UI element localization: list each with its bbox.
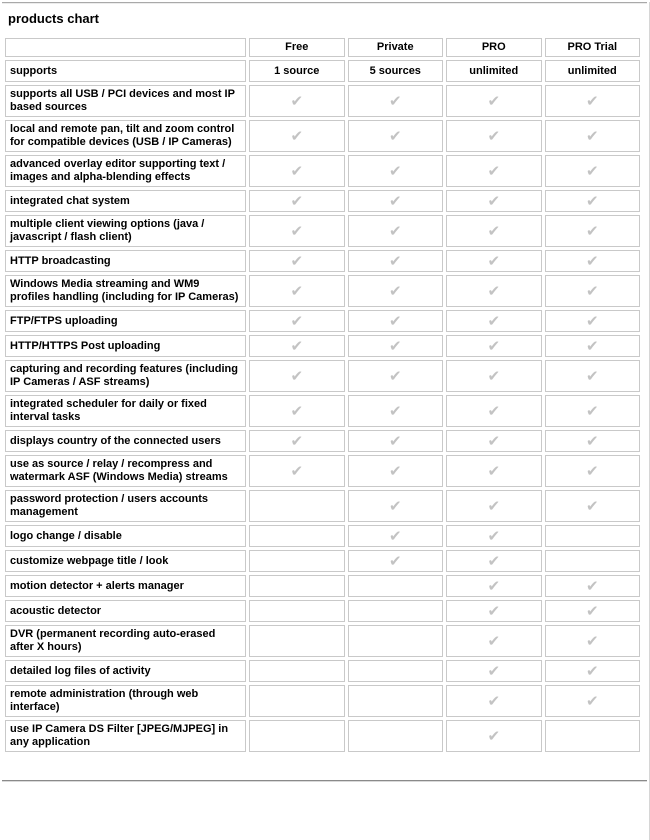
feature-cell-checked	[446, 525, 542, 547]
feature-cell-checked	[545, 250, 641, 272]
check-icon: ✔	[585, 221, 599, 240]
check-icon: ✔	[585, 366, 599, 385]
feature-cell-empty	[249, 575, 345, 597]
feature-cell-empty	[249, 550, 345, 572]
check-icon: ✔	[487, 191, 501, 210]
column-header: Private	[348, 38, 444, 57]
feature-cell-checked	[545, 190, 641, 212]
check-icon: ✔	[585, 661, 599, 680]
feature-cell-empty	[545, 720, 641, 752]
feature-cell-checked	[446, 215, 542, 247]
table-row	[5, 455, 640, 487]
feature-cell-checked	[545, 685, 641, 717]
feature-cell-empty	[249, 660, 345, 682]
table-row	[5, 685, 640, 717]
feature-label: supports	[5, 60, 246, 82]
feature-cell-checked	[348, 335, 444, 357]
feature-cell-checked	[545, 490, 641, 522]
check-icon: ✔	[585, 251, 599, 270]
feature-label: motion detector + alerts manager	[5, 575, 246, 597]
check-icon: ✔	[388, 551, 402, 570]
feature-cell-checked	[348, 430, 444, 452]
feature-cell-checked	[545, 215, 641, 247]
check-icon: ✔	[585, 496, 599, 515]
feature-label: detailed log files of activity	[5, 660, 246, 682]
feature-cell-checked	[249, 430, 345, 452]
feature-cell-empty	[249, 720, 345, 752]
feature-cell-checked	[446, 625, 542, 657]
feature-cell-checked	[348, 120, 444, 152]
feature-cell-empty	[249, 625, 345, 657]
feature-cell-checked	[545, 360, 641, 392]
check-icon: ✔	[388, 221, 402, 240]
column-header: PRO Trial	[545, 38, 641, 57]
page	[0, 2, 650, 840]
feature-cell-empty	[249, 685, 345, 717]
check-icon: ✔	[585, 311, 599, 330]
check-icon: ✔	[388, 336, 402, 355]
feature-cell-empty	[545, 550, 641, 572]
feature-cell-checked	[446, 120, 542, 152]
feature-cell-checked	[446, 685, 542, 717]
table-row	[5, 85, 640, 117]
feature-cell-checked	[545, 120, 641, 152]
feature-cell-empty	[348, 600, 444, 622]
check-icon: ✔	[290, 401, 304, 420]
feature-cell-empty	[348, 575, 444, 597]
column-header: PRO	[446, 38, 542, 57]
check-icon: ✔	[290, 461, 304, 480]
feature-cell-checked	[348, 310, 444, 332]
table-row	[5, 215, 640, 247]
feature-cell-checked	[545, 395, 641, 427]
feature-cell-checked	[545, 575, 641, 597]
table-row	[5, 550, 640, 572]
check-icon: ✔	[585, 631, 599, 650]
check-icon: ✔	[585, 691, 599, 710]
check-icon: ✔	[290, 311, 304, 330]
column-header: Free	[249, 38, 345, 57]
feature-label: integrated chat system	[5, 190, 246, 212]
check-icon: ✔	[487, 161, 501, 180]
feature-cell-checked	[446, 155, 542, 187]
check-icon: ✔	[388, 431, 402, 450]
check-icon: ✔	[388, 496, 402, 515]
check-icon: ✔	[487, 401, 501, 420]
feature-cell-empty	[249, 600, 345, 622]
check-icon: ✔	[585, 576, 599, 595]
check-icon: ✔	[585, 161, 599, 180]
check-icon: ✔	[585, 191, 599, 210]
feature-cell-checked	[446, 660, 542, 682]
feature-cell-checked	[348, 550, 444, 572]
feature-cell-checked	[545, 310, 641, 332]
check-icon: ✔	[487, 691, 501, 710]
feature-cell-empty	[348, 625, 444, 657]
check-icon: ✔	[388, 251, 402, 270]
top-rule	[2, 2, 647, 4]
check-icon: ✔	[487, 336, 501, 355]
feature-cell-empty	[249, 525, 345, 547]
feature-cell-checked	[249, 275, 345, 307]
table-row	[5, 310, 640, 332]
table-row	[5, 490, 640, 522]
check-icon: ✔	[487, 366, 501, 385]
feature-label: displays country of the connected users	[5, 430, 246, 452]
check-icon: ✔	[487, 431, 501, 450]
feature-label: integrated scheduler for daily or fixed interval tasks	[5, 395, 246, 427]
feature-cell-checked	[446, 600, 542, 622]
feature-cell-checked	[446, 550, 542, 572]
feature-cell-checked	[249, 360, 345, 392]
feature-cell-checked	[348, 250, 444, 272]
feature-cell-checked	[545, 430, 641, 452]
check-icon: ✔	[585, 401, 599, 420]
feature-cell-text: 5 sources	[348, 60, 444, 82]
check-icon: ✔	[290, 251, 304, 270]
feature-cell-checked	[348, 155, 444, 187]
header-row	[5, 38, 640, 57]
feature-cell-checked	[545, 155, 641, 187]
feature-label: customize webpage title / look	[5, 550, 246, 572]
feature-cell-checked	[446, 360, 542, 392]
check-icon: ✔	[487, 251, 501, 270]
check-icon: ✔	[290, 91, 304, 110]
check-icon: ✔	[388, 191, 402, 210]
feature-cell-checked	[446, 430, 542, 452]
table-row	[5, 120, 640, 152]
table-row	[5, 275, 640, 307]
table-row	[5, 395, 640, 427]
check-icon: ✔	[290, 126, 304, 145]
feature-label: supports all USB / PCI devices and most IP based sources	[5, 85, 246, 117]
table-row	[5, 660, 640, 682]
check-icon: ✔	[388, 526, 402, 545]
bottom-rule	[2, 780, 647, 782]
feature-label: local and remote pan, tilt and zoom control for compatible devices (USB / IP Cameras)	[5, 120, 246, 152]
feature-cell-checked	[348, 360, 444, 392]
feature-cell-empty	[348, 720, 444, 752]
feature-label: Windows Media streaming and WM9 profiles handling (including for IP Cameras)	[5, 275, 246, 307]
check-icon: ✔	[290, 431, 304, 450]
check-icon: ✔	[388, 126, 402, 145]
table-row	[5, 575, 640, 597]
feature-cell-text: 1 source	[249, 60, 345, 82]
feature-label: multiple client viewing options (java / javascript / flash client)	[5, 215, 246, 247]
check-icon: ✔	[290, 161, 304, 180]
check-icon: ✔	[487, 551, 501, 570]
check-icon: ✔	[388, 461, 402, 480]
table-row	[5, 625, 640, 657]
table-row	[5, 720, 640, 752]
table-row	[5, 360, 640, 392]
check-icon: ✔	[388, 401, 402, 420]
check-icon: ✔	[290, 281, 304, 300]
check-icon: ✔	[585, 91, 599, 110]
feature-label: use IP Camera DS Filter [JPEG/MJPEG] in any application	[5, 720, 246, 752]
feature-label: HTTP/HTTPS Post uploading	[5, 335, 246, 357]
feature-cell-checked	[348, 215, 444, 247]
feature-cell-empty	[249, 490, 345, 522]
feature-cell-checked	[249, 395, 345, 427]
feature-label: DVR (permanent recording auto-erased after X hours)	[5, 625, 246, 657]
feature-cell-checked	[348, 275, 444, 307]
check-icon: ✔	[487, 221, 501, 240]
check-icon: ✔	[487, 661, 501, 680]
feature-cell-checked	[446, 85, 542, 117]
feature-cell-checked	[545, 600, 641, 622]
feature-cell-empty	[545, 525, 641, 547]
table-row	[5, 335, 640, 357]
feature-cell-checked	[249, 335, 345, 357]
check-icon: ✔	[388, 91, 402, 110]
feature-cell-text: unlimited	[545, 60, 641, 82]
check-icon: ✔	[487, 496, 501, 515]
feature-label: acoustic detector	[5, 600, 246, 622]
page-title: products chart	[8, 11, 100, 26]
check-icon: ✔	[585, 431, 599, 450]
feature-label: use as source / relay / recompress and watermark ASF (Windows Media) streams	[5, 455, 246, 487]
feature-label: advanced overlay editor supporting text / images and alpha-blending effects	[5, 155, 246, 187]
feature-cell-checked	[446, 310, 542, 332]
check-icon: ✔	[585, 281, 599, 300]
feature-cell-checked	[249, 190, 345, 212]
feature-cell-checked	[446, 190, 542, 212]
feature-cell-checked	[249, 310, 345, 332]
check-icon: ✔	[585, 336, 599, 355]
check-icon: ✔	[388, 366, 402, 385]
feature-cell-checked	[545, 85, 641, 117]
table-row	[5, 525, 640, 547]
check-icon: ✔	[487, 126, 501, 145]
check-icon: ✔	[487, 576, 501, 595]
table-row	[5, 600, 640, 622]
check-icon: ✔	[290, 221, 304, 240]
check-icon: ✔	[487, 726, 501, 745]
table-row	[5, 430, 640, 452]
table-corner-cell	[5, 38, 246, 57]
feature-cell-checked	[446, 455, 542, 487]
check-icon: ✔	[487, 311, 501, 330]
products-table	[2, 35, 643, 755]
feature-cell-checked	[545, 335, 641, 357]
table-row	[5, 190, 640, 212]
feature-cell-checked	[545, 660, 641, 682]
feature-cell-checked	[249, 455, 345, 487]
table-row	[5, 250, 640, 272]
table-row	[5, 155, 640, 187]
check-icon: ✔	[290, 191, 304, 210]
feature-cell-empty	[348, 660, 444, 682]
feature-cell-checked	[446, 720, 542, 752]
feature-cell-checked	[446, 275, 542, 307]
feature-cell-checked	[446, 490, 542, 522]
feature-cell-checked	[249, 120, 345, 152]
feature-label: FTP/FTPS uploading	[5, 310, 246, 332]
feature-cell-checked	[545, 625, 641, 657]
feature-label: HTTP broadcasting	[5, 250, 246, 272]
feature-cell-checked	[249, 215, 345, 247]
feature-cell-checked	[348, 490, 444, 522]
feature-cell-checked	[446, 335, 542, 357]
feature-cell-text: unlimited	[446, 60, 542, 82]
feature-cell-checked	[348, 455, 444, 487]
check-icon: ✔	[585, 461, 599, 480]
feature-cell-checked	[446, 575, 542, 597]
feature-cell-checked	[348, 85, 444, 117]
feature-cell-checked	[348, 190, 444, 212]
check-icon: ✔	[487, 526, 501, 545]
feature-cell-checked	[249, 85, 345, 117]
check-icon: ✔	[585, 601, 599, 620]
feature-label: logo change / disable	[5, 525, 246, 547]
check-icon: ✔	[487, 461, 501, 480]
check-icon: ✔	[487, 91, 501, 110]
feature-cell-empty	[348, 685, 444, 717]
check-icon: ✔	[585, 126, 599, 145]
feature-cell-checked	[545, 455, 641, 487]
check-icon: ✔	[487, 281, 501, 300]
feature-label: remote administration (through web interface)	[5, 685, 246, 717]
feature-cell-checked	[249, 250, 345, 272]
check-icon: ✔	[290, 366, 304, 385]
feature-cell-checked	[348, 525, 444, 547]
feature-cell-checked	[446, 250, 542, 272]
feature-label: password protection / users accounts management	[5, 490, 246, 522]
check-icon: ✔	[290, 336, 304, 355]
feature-cell-checked	[446, 395, 542, 427]
feature-label: capturing and recording features (including IP Cameras / ASF streams)	[5, 360, 246, 392]
check-icon: ✔	[487, 631, 501, 650]
check-icon: ✔	[388, 281, 402, 300]
feature-cell-checked	[545, 275, 641, 307]
feature-cell-checked	[249, 155, 345, 187]
table-row	[5, 60, 640, 82]
check-icon: ✔	[388, 161, 402, 180]
check-icon: ✔	[388, 311, 402, 330]
feature-cell-checked	[348, 395, 444, 427]
check-icon: ✔	[487, 601, 501, 620]
